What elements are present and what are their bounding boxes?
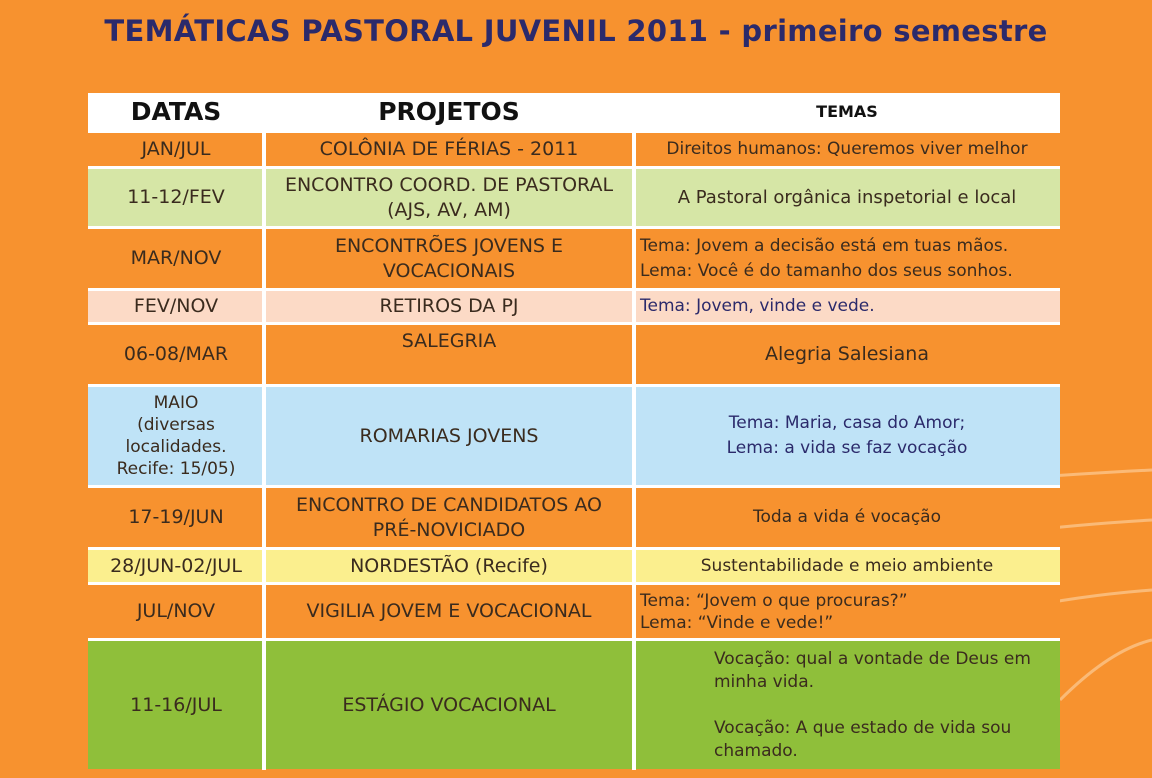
cell-data: FEV/NOV	[133, 295, 219, 317]
table-row	[88, 325, 1060, 384]
cell-tema: Tema: “Jovem o que procuras?” Lema: “Vinde e vede!”	[640, 590, 908, 633]
cell-data: MAIO (diversas localidades. Recife: 15/05)	[116, 393, 236, 479]
cell-projeto: ENCONTRÕES JOVENS E VOCACIONAIS	[334, 234, 564, 282]
cell-projeto: ENCONTRO COORD. DE PASTORAL (AJS, AV, AM)	[284, 173, 614, 221]
cell-tema: Toda a vida é vocação	[753, 507, 941, 527]
cell-tema: Sustentabilidade e meio ambiente	[700, 555, 994, 576]
cell-data: MAR/NOV	[130, 247, 222, 269]
table-header	[88, 93, 1060, 130]
table-row	[88, 133, 1060, 166]
header-datas: DATAS	[130, 97, 222, 126]
table-row	[88, 550, 1060, 582]
row-divider	[88, 582, 1060, 585]
cell-tema: Tema: Maria, casa do Amor; Lema: a vida se faz vocação	[726, 413, 968, 458]
cell-projeto: ESTÁGIO VOCACIONAL	[342, 693, 556, 716]
cell-projeto: ROMARIAS JOVENS	[359, 424, 539, 447]
table-row	[88, 585, 1060, 638]
row-divider	[88, 384, 1060, 387]
row-divider	[88, 226, 1060, 229]
row-divider	[88, 166, 1060, 169]
header-projetos: PROJETOS	[378, 97, 520, 126]
row-divider	[88, 130, 1060, 133]
table-row	[88, 488, 1060, 547]
table-row	[88, 641, 1060, 769]
row-divider	[88, 638, 1060, 641]
table-row	[88, 229, 1060, 288]
cell-projeto: RETIROS DA PJ	[379, 295, 519, 317]
cell-tema: Direitos humanos: Queremos viver melhor	[666, 139, 1028, 159]
cell-data: 17-19/JUN	[128, 506, 224, 528]
row-divider	[88, 288, 1060, 291]
cell-tema: Tema: Jovem, vinde e vede.	[640, 296, 875, 316]
row-divider	[88, 547, 1060, 550]
cell-tema: Alegria Salesiana	[765, 343, 929, 365]
cell-tema: A Pastoral orgânica inspetorial e local	[677, 187, 1017, 208]
cell-projeto: COLÔNIA DE FÉRIAS - 2011	[319, 138, 579, 160]
table-row	[88, 387, 1060, 485]
page-title: TEMÁTICAS PASTORAL JUVENIL 2011 - primeiro semestre	[104, 14, 1048, 48]
cell-data: JAN/JUL	[141, 138, 211, 160]
cell-data: 06-08/MAR	[123, 343, 229, 365]
cell-data: 11-12/FEV	[127, 186, 225, 208]
cell-data: JUL/NOV	[136, 600, 216, 622]
cell-data: 11-16/JUL	[130, 693, 222, 716]
row-divider	[88, 322, 1060, 325]
cell-tema: Tema: Jovem a decisão está em tuas mãos. Lema: Você é do tamanho dos seus sonhos.	[640, 235, 1013, 281]
cell-projeto: VIGILIA JOVEM E VOCACIONAL	[306, 600, 592, 622]
table-row	[88, 169, 1060, 226]
cell-data: 28/JUN-02/JUL	[110, 554, 242, 577]
cell-projeto: ENCONTRO DE CANDIDATOS AO PRÉ-NOVICIADO	[296, 493, 602, 541]
header-temas: TEMAS	[816, 102, 878, 121]
table-row	[88, 291, 1060, 322]
cell-projeto: SALEGRIA	[401, 330, 497, 352]
cell-tema: Vocação: qual a vontade de Deus em minha vida. Vocação: A que estado de vida sou chamado.	[714, 648, 1031, 761]
row-divider	[88, 485, 1060, 488]
cell-projeto: NORDESTÃO (Recife)	[350, 554, 548, 577]
